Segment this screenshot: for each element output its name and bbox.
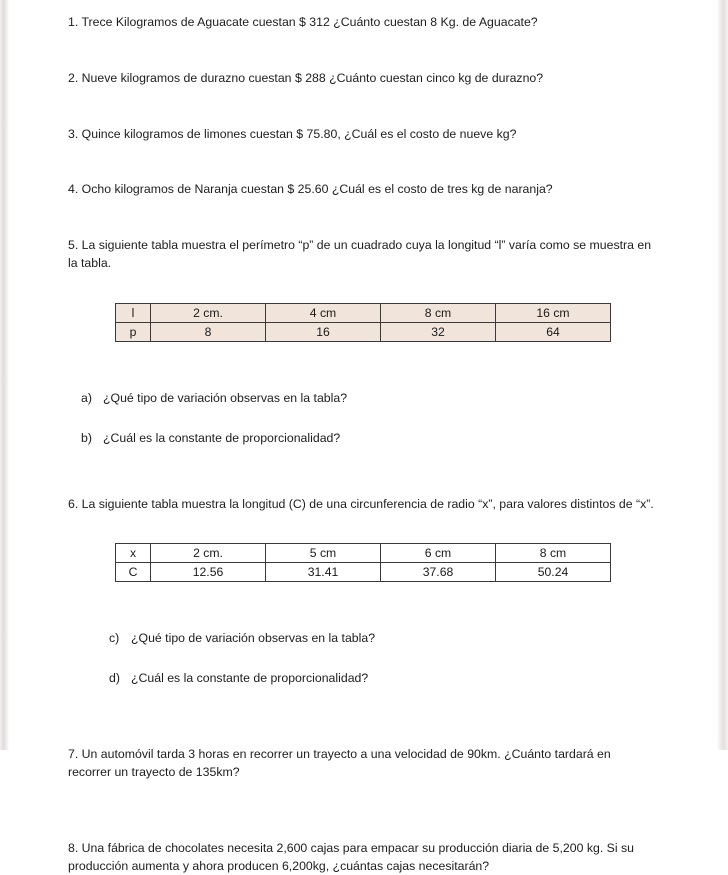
table-row xyxy=(116,544,611,563)
subquestion-b-label: b) xyxy=(81,430,92,445)
page-right-edge-shadow xyxy=(717,0,728,750)
document-body xyxy=(9,0,717,875)
subquestion-c xyxy=(9,630,717,648)
subquestion-c-text: ¿Qué tipo de variación observas en la tabla? xyxy=(131,631,376,646)
spacer xyxy=(9,513,717,543)
spacer xyxy=(9,342,717,390)
table-cell: 16 cm xyxy=(496,303,611,322)
spacer xyxy=(9,448,717,496)
subquestion-d xyxy=(9,670,717,688)
spacer xyxy=(9,143,717,181)
subquestion-a-text: ¿Qué tipo de variación observas en la tabla? xyxy=(103,390,348,405)
spacer xyxy=(9,688,717,746)
table-row xyxy=(116,303,611,322)
spacer xyxy=(9,648,717,670)
document-page xyxy=(9,0,717,873)
table-row xyxy=(116,322,611,341)
table-cell: 12.56 xyxy=(151,563,266,582)
table-cell: 37.68 xyxy=(381,563,496,582)
subquestion-b-text: ¿Cuál es la constante de proporcionalidad? xyxy=(103,430,341,445)
table-cell: 5 cm xyxy=(266,544,381,563)
table-cell: 64 xyxy=(496,322,611,341)
subquestion-c-label: c) xyxy=(109,631,120,646)
subquestion-b xyxy=(9,430,717,448)
spacer xyxy=(9,273,717,303)
table-cell: 31.41 xyxy=(266,563,381,582)
spacer xyxy=(9,199,717,237)
table-cell: 4 cm xyxy=(266,303,381,322)
table-cell: 8 cm xyxy=(496,544,611,563)
question-7: 7. Un automóvil tarda 3 horas en recorrer un trayecto a una velocidad de 90km. ¿Cuánto tardará en recorrer un trayecto de 135km? xyxy=(68,747,611,779)
spacer xyxy=(9,582,717,630)
question-4: 4. Ocho kilogramos de Naranja cuestan $ 25.60 ¿Cuál es el costo de tres kg de naranja? xyxy=(68,182,553,197)
table-cell: 2 cm. xyxy=(151,544,266,563)
question-6: 6. La siguiente tabla muestra la longitud (C) de una circunferencia de radio “x”, para valores distintos de “x”. xyxy=(68,496,654,511)
table-perimeter xyxy=(115,303,611,342)
spacer xyxy=(9,32,717,70)
spacer xyxy=(9,88,717,126)
table-cell: 8 xyxy=(151,322,266,341)
table-cell: 2 cm. xyxy=(151,303,266,322)
question-2: 2. Nueve kilogramos de durazno cuestan $ 288 ¿Cuánto cuestan cinco kg de durazno? xyxy=(68,70,544,85)
subquestion-d-label: d) xyxy=(109,671,120,686)
question-5: 5. La siguiente tabla muestra el perímetro “p” de un cuadrado cuya la longitud “l” varía como se muestra en la tabla. xyxy=(68,238,652,271)
table-cell: 50.24 xyxy=(496,563,611,582)
spacer xyxy=(9,782,717,840)
page-left-edge-shadow xyxy=(0,0,9,750)
subquestion-a xyxy=(9,390,717,408)
question-1: 1. Trece Kilogramos de Aguacate cuestan $ 312 ¿Cuánto cuestan 8 Kg. de Aguacate? xyxy=(68,15,538,29)
table-row-header: l xyxy=(116,303,151,322)
table-circumference xyxy=(115,543,611,582)
table-row-header: C xyxy=(116,563,151,582)
table-cell: 16 xyxy=(266,322,381,341)
question-3: 3. Quince kilogramos de limones cuestan $ 75.80, ¿Cuál es el costo de nueve kg? xyxy=(68,126,517,141)
table-row xyxy=(116,563,611,582)
subquestion-d-text: ¿Cuál es la constante de proporcionalidad? xyxy=(131,671,369,686)
question-8: 8. Una fábrica de chocolates necesita 2,600 cajas para empacar su producción diaria de 5,200 kg. Si su producción aumenta y ahora producen 6,200kg, ¿cuántas cajas necesitarán? xyxy=(68,840,634,873)
table-cell: 32 xyxy=(381,322,496,341)
subquestion-a-label: a) xyxy=(81,390,92,405)
table-row-header: p xyxy=(116,322,151,341)
table-row-header: x xyxy=(116,544,151,563)
table-cell: 6 cm xyxy=(381,544,496,563)
spacer xyxy=(9,408,717,430)
table-cell: 8 cm xyxy=(381,303,496,322)
